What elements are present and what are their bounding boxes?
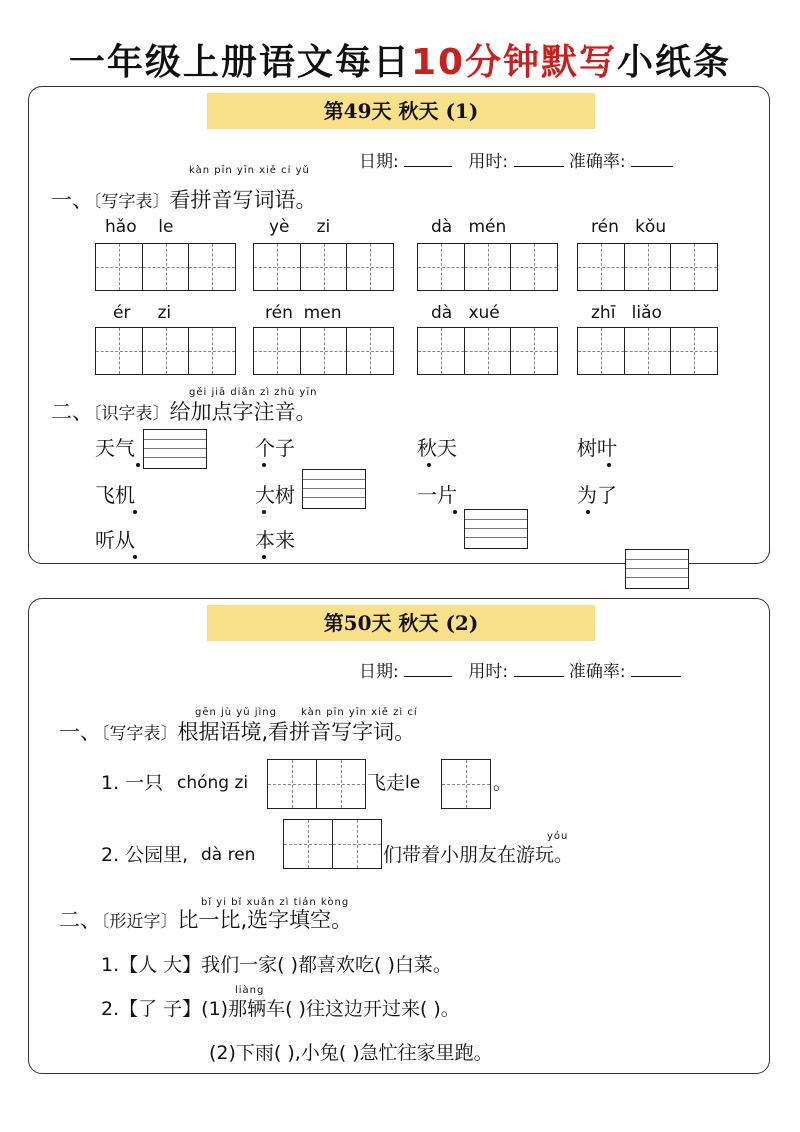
q1-number: 一、 (51, 188, 93, 212)
word-5: 飞机 (95, 483, 135, 507)
answer-lines-4[interactable] (625, 549, 689, 589)
worksheet-card-day50 (28, 598, 770, 1074)
accuracy-blank[interactable] (631, 658, 681, 677)
day49-q2-heading (51, 399, 317, 427)
writing-grid-2[interactable] (253, 243, 394, 291)
day50-q2-heading (59, 907, 352, 935)
q2-ruby: gěi jiā diǎn zì zhù yīn (189, 387, 318, 398)
word-8: 为了 (577, 483, 617, 507)
day50-banner: 第50天 秋天 (2) (207, 605, 595, 641)
time-label: 用时: (468, 152, 509, 172)
date-blank[interactable] (404, 148, 452, 167)
emphasis-dot (427, 463, 431, 467)
day49-meta (359, 147, 673, 172)
sentence-1-pinyin: chóng zi (177, 773, 249, 793)
emphasis-dot (453, 510, 457, 514)
answer-lines-3[interactable] (464, 509, 528, 549)
pinyin-pair-5: ér zi (113, 303, 172, 323)
writing-grid-8[interactable] (577, 327, 718, 375)
sentence-2-ruby: yóu (547, 831, 569, 842)
writing-grid-4[interactable] (577, 243, 718, 291)
q2-tag: 〔形近字〕 (101, 912, 178, 932)
q1-text: 看拼音写词语。 (169, 188, 317, 212)
writing-grid-5[interactable] (95, 327, 236, 375)
word-7: 一片 (417, 483, 457, 507)
emphasis-dot (262, 555, 266, 559)
answer-lines-1[interactable] (143, 429, 207, 469)
answer-lines-2[interactable] (302, 469, 366, 509)
emphasis-dot (133, 510, 137, 514)
fill-line-3: (2)下雨( ),小兔( )急忙往家里跑。 (209, 1042, 493, 1064)
q1-ruby-2: kàn pīn yīn xiě zì cí (301, 707, 418, 718)
emphasis-dot (607, 463, 611, 467)
fill-line-2: 2.【了 子】(1)那辆车( )往这边开过来( )。 (101, 998, 460, 1020)
day49-q1-heading (51, 187, 317, 215)
date-label: 日期: (359, 662, 399, 682)
emphasis-dot (262, 510, 266, 514)
sentence-1-end: 。 (493, 772, 513, 794)
emphasis-dot (262, 463, 266, 467)
accuracy-label: 准确率: (568, 152, 626, 172)
accuracy-label: 准确率: (568, 662, 626, 682)
q2-number: 二、 (59, 908, 101, 932)
day50-meta (359, 657, 681, 682)
word-1: 天气 (95, 436, 135, 460)
q2-tag: 〔识字表〕 (93, 404, 170, 424)
title-part1: 一年级上册语文每日 (68, 42, 411, 83)
day50-q1-heading (59, 719, 415, 747)
word-6: 大树 (255, 483, 295, 507)
word-3: 秋天 (417, 436, 457, 460)
fill-line-2-ruby: liàng (235, 985, 265, 996)
emphasis-dot (136, 463, 140, 467)
title-highlight: 10分钟默写 (410, 42, 618, 83)
time-blank[interactable] (514, 658, 564, 677)
q2-number: 二、 (51, 400, 93, 424)
sentence-1-grid-2[interactable] (441, 759, 491, 809)
q1-tag: 〔写字表〕 (101, 724, 178, 744)
q1-ruby-1: gēn jù yǔ jìng (195, 707, 277, 718)
sentence-1-mid: 飞走 (367, 772, 406, 794)
word-2: 个子 (255, 436, 295, 460)
title-part2: 小纸条 (617, 42, 732, 83)
worksheet-card-day49 (28, 86, 770, 564)
sentence-2-pinyin: dà ren (201, 845, 256, 865)
sentence-2-post: 们带着小朋友在游玩。 (383, 844, 574, 866)
writing-grid-3[interactable] (417, 243, 558, 291)
emphasis-dot (586, 510, 590, 514)
time-label: 用时: (468, 662, 509, 682)
q1-tag: 〔写字表〕 (93, 192, 170, 212)
pinyin-pair-2: yè zi (269, 217, 331, 237)
pinyin-pair-7: dà xué (431, 303, 500, 323)
q1-text: 根据语境,看拼音写字词。 (177, 720, 416, 744)
accuracy-blank[interactable] (631, 148, 673, 167)
q2-ruby: bǐ yi bǐ xuǎn zì tián kòng (201, 897, 350, 908)
writing-grid-6[interactable] (253, 327, 394, 375)
writing-grid-7[interactable] (417, 327, 558, 375)
date-label: 日期: (359, 152, 399, 172)
fill-line-1: 1.【人 大】我们一家( )都喜欢吃( )白菜。 (101, 954, 452, 976)
sentence-1-prefix: 1. 一只 (101, 772, 164, 794)
page-title (0, 38, 800, 88)
word-10: 本来 (255, 528, 295, 552)
pinyin-pair-4: rén kǒu (591, 217, 667, 237)
emphasis-dot (133, 555, 137, 559)
writing-grid-1[interactable] (95, 243, 236, 291)
q1-ruby: kàn pīn yīn xiě cí yǔ (189, 165, 310, 176)
sentence-2-grid[interactable] (283, 819, 382, 869)
pinyin-pair-6: rén men (265, 303, 342, 323)
q2-text: 给加点字注音。 (169, 400, 317, 424)
date-blank[interactable] (404, 658, 452, 677)
sentence-2-prefix: 2. 公园里, (101, 844, 189, 866)
pinyin-pair-3: dà mén (431, 217, 507, 237)
pinyin-pair-8: zhī liǎo (591, 303, 662, 323)
word-9: 听从 (95, 528, 135, 552)
word-4: 树叶 (577, 436, 617, 460)
sentence-1-pinyin-2: le (405, 773, 421, 793)
time-blank[interactable] (514, 148, 564, 167)
q1-number: 一、 (59, 720, 101, 744)
sentence-1-grid[interactable] (267, 759, 366, 809)
q2-text: 比一比,选字填空。 (177, 908, 353, 932)
day49-banner: 第49天 秋天 (1) (207, 93, 595, 129)
pinyin-pair-1: hǎo le (105, 217, 174, 237)
